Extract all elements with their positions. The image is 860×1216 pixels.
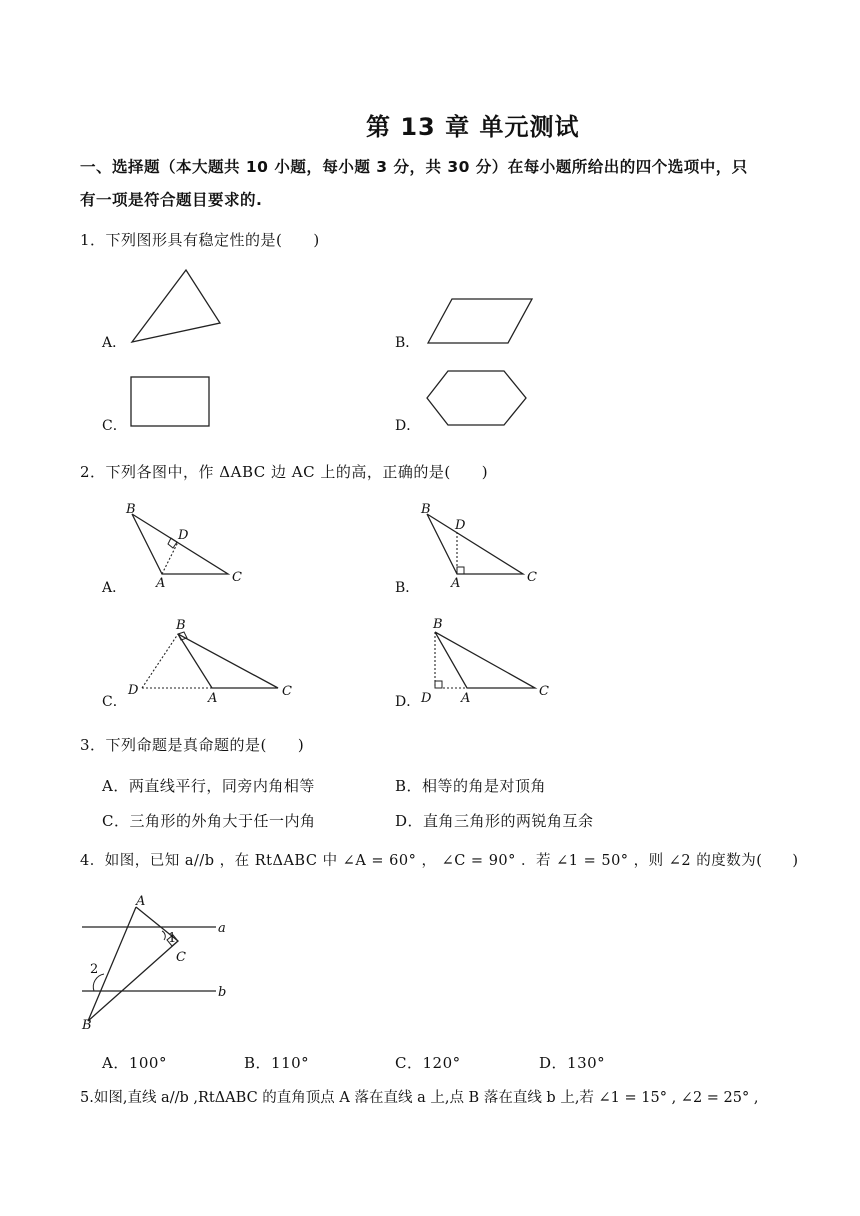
- q2b-label-d: D: [455, 518, 466, 533]
- q4-label-point-b: B: [82, 1018, 92, 1033]
- q4-label-point-c: C: [176, 950, 186, 965]
- q2b-label-a: A: [451, 576, 461, 591]
- q2-figure-a: [120, 500, 250, 590]
- q2d-label-b: B: [433, 617, 443, 632]
- q2d-label-a: A: [461, 691, 471, 706]
- page-title: 第 13 章 单元测试: [366, 113, 580, 141]
- question-5-stem: 5.如图,直线 a//b ,RtΔABC 的直角顶点 A 落在直线 a 上,点 B 落在直线 b 上,若 ∠1 = 15° , ∠2 = 25° ,: [80, 1090, 759, 1106]
- q1-option-a-label: A．: [102, 335, 127, 351]
- q2a-label-a: A: [156, 576, 166, 591]
- section-instructions-line1: 一、选择题（本大题共 10 小题，每小题 3 分，共 30 分）在每小题所给出的四个选项中，只: [80, 158, 748, 176]
- q4-label-line-b: b: [218, 985, 227, 1000]
- q4-option-d: D．130°: [539, 1054, 606, 1072]
- q1-option-b-label: B．: [395, 335, 420, 351]
- question-4-stem: 4．如图，已知 a//b ，在 RtΔABC 中 ∠A = 60° ， ∠C = 90° ．若 ∠1 = 50° ，则 ∠2 的度数为( ): [80, 853, 799, 869]
- q4-figure: [78, 893, 248, 1038]
- q4-option-c: C．120°: [395, 1054, 461, 1072]
- q2-option-b-label: B．: [395, 580, 420, 596]
- q2a-label-c: C: [232, 570, 242, 585]
- q4-option-a: A．100°: [102, 1054, 167, 1072]
- question-3-stem: 3．下列命题是真命题的是( ): [80, 736, 305, 754]
- q2c-label-c: C: [282, 684, 292, 699]
- q1-figure-hexagon: [424, 368, 530, 430]
- section-instructions-line2: 有一项是符合题目要求的.: [80, 191, 263, 209]
- q4-label-point-a: A: [136, 894, 146, 909]
- q4-label-line-a: a: [218, 921, 226, 936]
- q2-option-d-label: D．: [395, 694, 421, 710]
- q3-option-d: D．直角三角形的两锐角互余: [395, 812, 594, 830]
- q2d-label-c: C: [539, 684, 549, 699]
- q2a-label-b: B: [126, 502, 136, 517]
- q4-label-angle-2: 2: [90, 962, 99, 977]
- q1-figure-rectangle: [129, 375, 213, 429]
- q3-option-a: A．两直线平行，同旁内角相等: [102, 777, 315, 795]
- q3-option-c: C．三角形的外角大于任一内角: [102, 812, 316, 830]
- q3-option-b: B．相等的角是对顶角: [395, 777, 547, 795]
- q2-figure-b: [415, 500, 545, 590]
- q4-option-b: B．110°: [244, 1054, 310, 1072]
- q2-figure-d: [415, 612, 565, 704]
- question-2-stem: 2．下列各图中，作 ΔABC 边 AC 上的高，正确的是( ): [80, 463, 489, 481]
- q2a-label-d: D: [178, 528, 189, 543]
- q1-figure-triangle: [128, 268, 224, 348]
- q2c-label-d: D: [128, 683, 139, 698]
- q2-option-c-label: C．: [102, 694, 127, 710]
- q4-label-angle-1: 1: [168, 931, 177, 946]
- q2b-label-b: B: [421, 502, 431, 517]
- question-1-stem: 1．下列图形具有稳定性的是( ): [80, 231, 320, 249]
- q2b-label-c: C: [527, 570, 537, 585]
- q2c-label-a: A: [208, 691, 218, 706]
- q2d-label-d: D: [421, 691, 432, 706]
- q2-figure-c: [122, 612, 302, 704]
- q1-option-d-label: D．: [395, 418, 421, 434]
- q1-option-c-label: C．: [102, 418, 127, 434]
- q2-option-a-label: A．: [102, 580, 127, 596]
- q1-figure-parallelogram: [424, 297, 536, 347]
- q2c-label-b: B: [176, 618, 186, 633]
